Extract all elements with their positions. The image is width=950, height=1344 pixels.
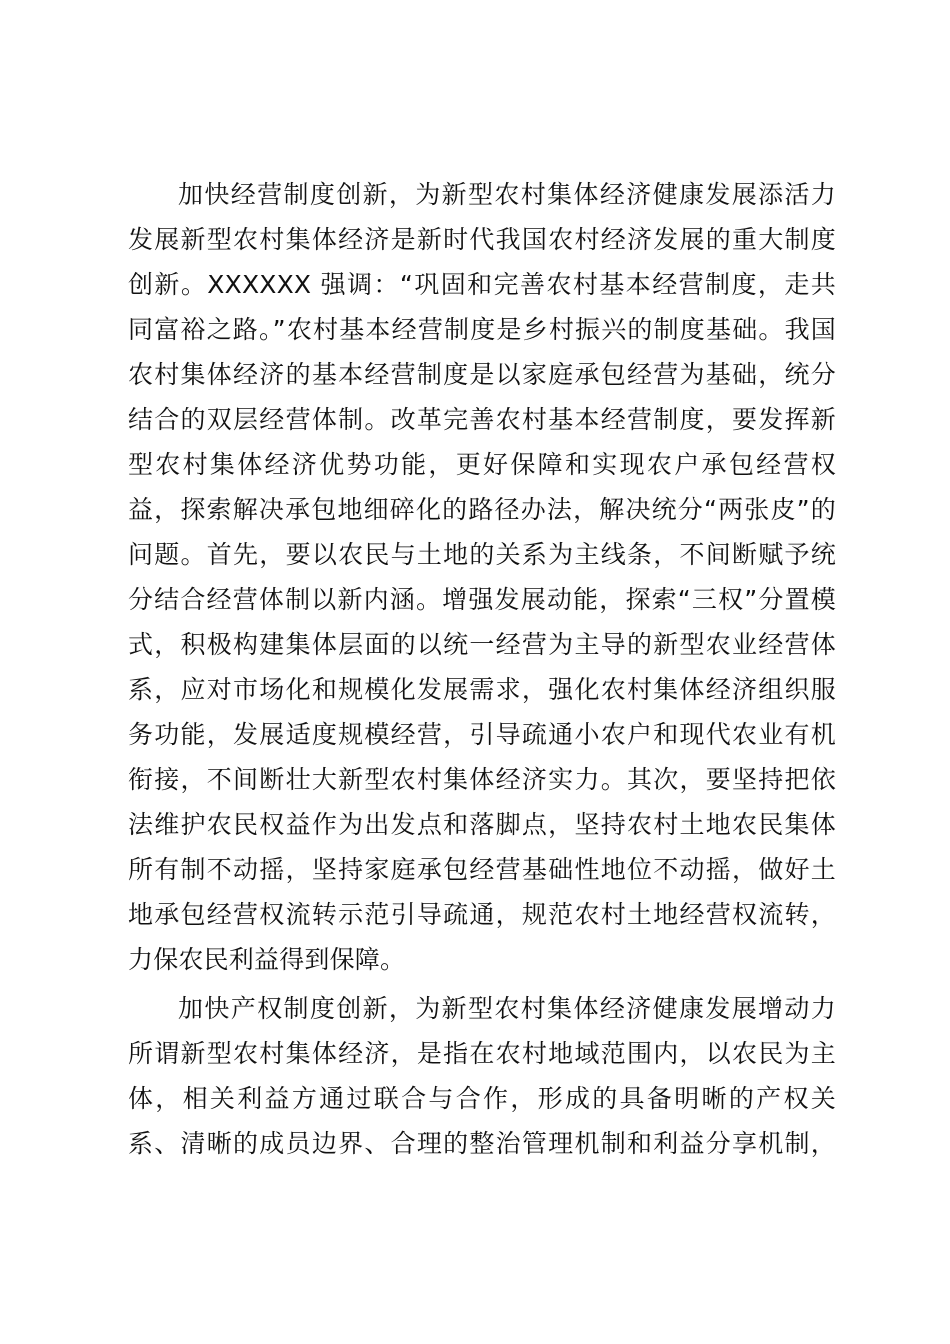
paragraph-2-heading: 加快产权制度创新，为新型农村集体经济健康发展增动力 <box>178 994 836 1023</box>
paragraph-1-line-4: 农村集体经济的基本经营制度是以家庭承包经营为基础，统分 <box>128 360 836 389</box>
paragraph-1-line-5: 结合的双层经营体制。改革完善农村基本经营制度，要发挥新 <box>128 405 836 434</box>
paragraph-1-line-10: 式，积极构建集体层面的以统一经营为主导的新型农业经营体 <box>128 630 836 659</box>
paragraph-1-line-15: 所有制不动摇，坚持家庭承包经营基础性地位不动摇，做好土 <box>128 855 836 884</box>
paragraph-2-line-1: 所谓新型农村集体经济，是指在农村地域范围内，以农民为主 <box>128 1039 836 1068</box>
paragraph-1-line-1: 发展新型农村集体经济是新时代我国农村经济发展的重大制度 <box>128 225 836 254</box>
paragraph-1-line-12: 务功能，发展适度规模经营，引导疏通小农户和现代农业有机 <box>128 720 836 749</box>
paragraph-1-heading: 加快经营制度创新，为新型农村集体经济健康发展添活力 <box>178 180 836 209</box>
paragraph-1-line-16: 地承包经营权流转示范引导疏通，规范农村土地经营权流转， <box>128 900 836 929</box>
paragraph-1-line-8: 问题。首先，要以农民与土地的关系为主线条，不间断赋予统 <box>128 540 836 569</box>
paragraph-2-line-3: 系、清晰的成员边界、合理的整治管理机制和利益分享机制， <box>128 1129 836 1158</box>
paragraph-2-line-2: 体，相关利益方通过联合与合作，形成的具备明晰的产权关 <box>128 1084 836 1113</box>
document-body <box>128 172 836 1166</box>
paragraph-1-line-17: 力保农民利益得到保障。 <box>128 945 406 974</box>
paragraph-1-line-6: 型农村集体经济优势功能，更好保障和实现农户承包经营权 <box>128 450 836 479</box>
paragraph-1-line-9: 分结合经营体制以新内涵。增强发展动能，探索“三权”分置模 <box>128 585 836 614</box>
paragraph-1-line-11: 系，应对市场化和规模化发展需求，强化农村集体经济组织服 <box>128 675 836 704</box>
paragraph-1-line-13: 衔接，不间断壮大新型农村集体经济实力。其次，要坚持把依 <box>128 765 836 794</box>
paragraph-1-line-3: 同富裕之路。”农村基本经营制度是乡村振兴的制度基础。我国 <box>128 315 836 344</box>
paragraph-1-line-2: 创新。XXXXXX 强调：“巩固和完善农村基本经营制度，走共 <box>128 270 836 299</box>
paragraph-1-line-7: 益，探索解决承包地细碎化的路径办法，解决统分“两张皮”的 <box>128 495 836 524</box>
paragraph-1-line-14: 法维护农民权益作为出发点和落脚点，坚持农村土地农民集体 <box>128 810 836 839</box>
